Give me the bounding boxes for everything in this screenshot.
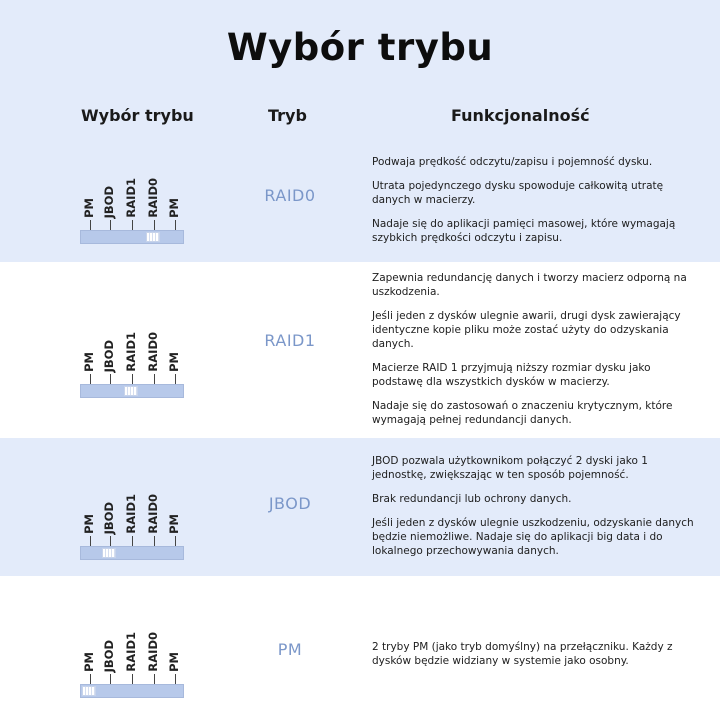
description-line: Jeśli jeden z dysków ulegnie awarii, drugi dysk zawierający identyczne kopie pliku może zostać użyty do odzyskania danych. <box>372 310 681 350</box>
switch-knob <box>102 548 116 558</box>
description-jbod <box>372 454 702 558</box>
switch-label-pm: PM <box>82 514 96 534</box>
column-header-mode-select: Wybór trybu <box>81 106 194 125</box>
switch-label-jbod: JBOD <box>102 185 116 218</box>
switch-label-raid1: RAID1 <box>124 632 138 672</box>
switch-track <box>80 546 184 560</box>
switch-label-pm: PM <box>82 652 96 672</box>
mode-name-raid0: RAID0 <box>264 186 316 205</box>
row-jbod <box>0 438 720 576</box>
description-line: Utrata pojedynczego dysku spowoduje całkowitą utratę danych w macierzy. <box>372 180 664 206</box>
switch-label-raid0: RAID0 <box>146 632 160 672</box>
switch-track <box>80 230 184 244</box>
switch-label-pm-2: PM <box>167 352 181 372</box>
switch-label-raid0: RAID0 <box>146 494 160 534</box>
switch-label-pm: PM <box>82 198 96 218</box>
description-line: Nadaje się do zastosowań o znaczeniu krytycznym, które wymagają pełnej redundancji danych. <box>372 400 673 426</box>
row-pm <box>0 576 720 720</box>
switch-label-raid1: RAID1 <box>124 494 138 534</box>
switch-label-pm: PM <box>82 352 96 372</box>
switch-label-jbod: JBOD <box>102 339 116 372</box>
mode-name-jbod: JBOD <box>268 494 312 513</box>
page-title: Wybór trybu <box>226 26 494 69</box>
description-line: JBOD pozwala użytkownikom połączyć 2 dyski jako 1 jednostkę, zwiększając w ten sposób pojemność. <box>372 455 648 481</box>
switch-label-pm-2: PM <box>167 514 181 534</box>
switch-label-pm-2: PM <box>167 652 181 672</box>
description-raid0 <box>372 155 702 245</box>
mode-name-pm: PM <box>277 640 303 659</box>
description-line: Brak redundancji lub ochrony danych. <box>372 493 572 505</box>
mode-name-raid1: RAID1 <box>264 331 316 350</box>
switch-label-jbod: JBOD <box>102 639 116 672</box>
description-line: Nadaje się do aplikacji pamięci masowej, które wymagają szybkich prędkości odczytu i zapisu. <box>372 218 676 244</box>
column-header-mode: Tryb <box>268 106 307 125</box>
switch-label-raid0: RAID0 <box>146 332 160 372</box>
description-line: Zapewnia redundancję danych i tworzy macierz odporną na uszkodzenia. <box>372 272 687 298</box>
switch-label-raid1: RAID1 <box>124 178 138 218</box>
switch-label-pm-2: PM <box>167 198 181 218</box>
switch-label-jbod: JBOD <box>102 501 116 534</box>
header-section <box>0 0 720 262</box>
column-header-function: Funkcjonalność <box>451 106 590 125</box>
row-raid1 <box>0 262 720 438</box>
description-line: Podwaja prędkość odczytu/zapisu i pojemność dysku. <box>372 156 653 168</box>
description-raid1 <box>372 271 702 427</box>
switch-knob <box>146 232 160 242</box>
switch-label-raid1: RAID1 <box>124 332 138 372</box>
description-line: 2 tryby PM (jako tryb domyślny) na przełączniku. Każdy z dysków będzie widziany w systemie jako osobny. <box>372 641 673 667</box>
switch-knob <box>124 386 138 396</box>
switch-knob <box>82 686 96 696</box>
description-line: Macierze RAID 1 przyjmują niższy rozmiar dysku jako podstawę dla wszystkich dysków w macierzy. <box>372 362 651 388</box>
switch-label-raid0: RAID0 <box>146 178 160 218</box>
description-line: Jeśli jeden z dysków ulegnie uszkodzeniu, odzyskanie danych będzie niemożliwe. Nadaje się do aplikacji big data i do lokalnego przechowywania danych. <box>372 517 694 557</box>
description-pm <box>372 640 702 668</box>
